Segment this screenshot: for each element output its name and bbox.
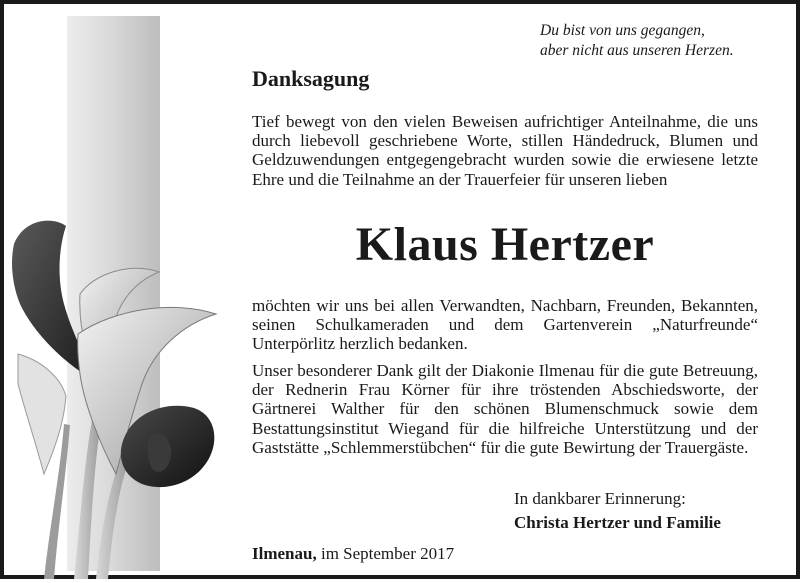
intro-paragraph: Tief bewegt von den vielen Beweisen aufrichtiger Anteilnahme, die uns durch liebevoll geschriebene Worte, stillen Händedruck, Blumen und Geldzuwendungen entgegengebracht wurden sowie die erwiesene letzte Ehre und die Teilnahme an der Trauerfeier für unseren lieben	[252, 112, 758, 189]
signer-name: Christa Hertzer und Familie	[514, 513, 721, 532]
heading-danksagung: Danksagung	[252, 66, 370, 91]
motto-line-2: aber nicht aus unseren Herzen.	[540, 42, 734, 59]
special-thanks-paragraph: Unser besonderer Dank gilt der Diakonie Ilmenau für die gute Betreuung, der Rednerin Frau Körner für ihre tröstenden Abschiedsworte, der Gärtnerei Walther für den schönen Blumenschmuck sowie dem Bestattungsinstitut Wiegand für die hilfreiche Unterstützung und der Gaststätte „Schlemmerstübchen“ für die gute Bewirtung der Trauergäste.	[252, 361, 758, 457]
closing-line: In dankbarer Erinnerung:	[514, 489, 686, 508]
motto-line-1: Du bist von uns gegangen,	[540, 22, 705, 39]
dark-calla-petal	[12, 221, 88, 376]
calla-lily-illustration	[4, 4, 244, 583]
motto	[540, 21, 790, 61]
leaf-shape	[18, 354, 66, 474]
closing-block	[514, 487, 721, 535]
deceased-name: Klaus Hertzer	[355, 218, 655, 271]
thanks-paragraph: möchten wir uns bei allen Verwandten, Nachbarn, Freunden, Bekannten, seinen Schulkameraden und dem Gartenverein „Naturfreunde“ Unterpörlitz herzlich bedanken.	[252, 296, 758, 354]
date: im September 2017	[316, 544, 455, 563]
place-date	[252, 544, 454, 564]
place: Ilmenau,	[252, 544, 317, 563]
